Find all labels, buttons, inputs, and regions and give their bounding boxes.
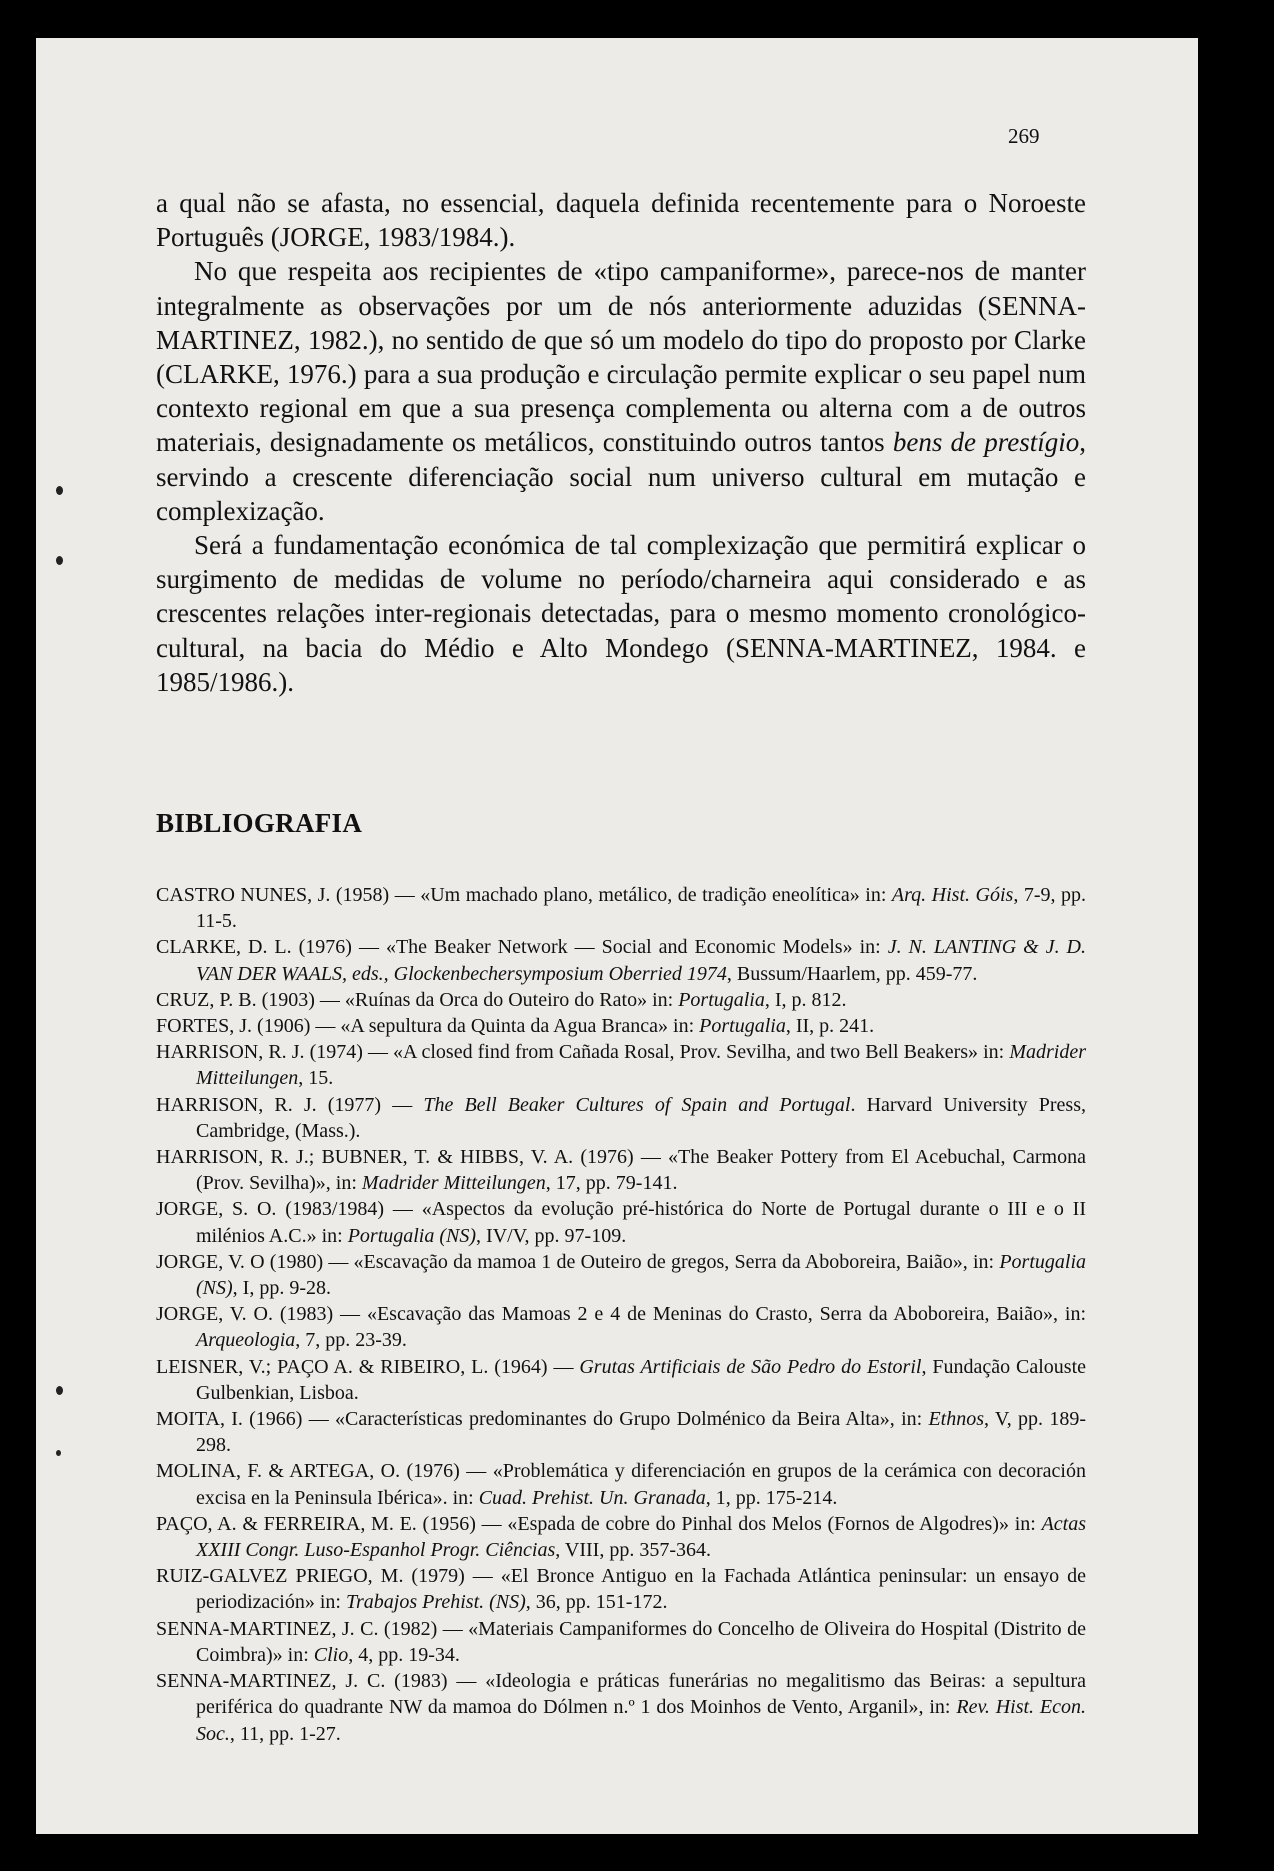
bibliography-entry bbox=[156, 1563, 1086, 1615]
bibliography-entry bbox=[156, 1458, 1086, 1510]
margin-mark bbox=[56, 1450, 61, 1456]
bibliography-entry bbox=[156, 1013, 1086, 1039]
text-run: , 4, pp. 19-34. bbox=[348, 1643, 460, 1666]
text-run: , 15. bbox=[298, 1067, 334, 1090]
text-run: , V, pp. 189-298. bbox=[196, 1408, 1086, 1457]
italic-text: Trabajos Prehist. (NS) bbox=[345, 1591, 526, 1614]
italic-text: Clio bbox=[313, 1643, 349, 1666]
italic-text: Madrider Mitteilungen bbox=[196, 1041, 1086, 1090]
bibliography-entry bbox=[156, 1039, 1086, 1091]
text-run: MOITA, I. (1966) — «Características predominantes do Grupo Dolménico da Beira Alta», in: bbox=[156, 1408, 929, 1431]
body-text bbox=[156, 186, 1086, 699]
bibliography-entry bbox=[156, 1668, 1086, 1747]
italic-text: Madrider Mitteilungen bbox=[361, 1172, 546, 1195]
text-run: LEISNER, V.; PAÇO A. & RIBEIRO, L. (1964) — bbox=[156, 1355, 580, 1378]
bibliography-entry bbox=[156, 1511, 1086, 1563]
text-run: SENNA-MARTINEZ, J. C. (1983) — «Ideologia e práticas funerárias no megalitismo das Beiras: a sepultura periférica do quadrante NW da mamoa do Dólmen n.º 1 dos Moinhos de Vento, Arganil», in: bbox=[156, 1670, 1086, 1719]
text-run: , 36, pp. 151-172. bbox=[525, 1591, 668, 1614]
italic-text: Ethnos bbox=[928, 1408, 985, 1431]
text-run: FORTES, J. (1906) — «A sepultura da Quinta da Agua Branca» in: bbox=[156, 1015, 700, 1038]
italic-text: Arq. Hist. Góis bbox=[891, 884, 1014, 906]
italic-text: bens de prestígio bbox=[892, 427, 1080, 458]
text-run: , I, pp. 9-28. bbox=[232, 1277, 331, 1300]
text-run: , VIII, pp. 357-364. bbox=[555, 1539, 711, 1562]
text-run: a qual não se afasta, no essencial, daquela definida recentemente para o Noroeste Português (JORGE, 1983/1984.). bbox=[156, 188, 1086, 253]
italic-text: Grutas Artificiais de São Pedro do Estoril bbox=[579, 1355, 922, 1378]
text-run: CASTRO NUNES, J. (1958) — «Um machado plano, metálico, de tradição eneolítica» in: bbox=[156, 884, 892, 906]
bibliography-entry bbox=[156, 1196, 1086, 1248]
italic-text: Cuad. Prehist. Un. Granada bbox=[478, 1486, 706, 1509]
bibliography-entry bbox=[156, 934, 1086, 986]
italic-text: Portugalia (NS) bbox=[196, 1250, 1086, 1300]
text-run: Será a fundamentação económica de tal complexização que permitirá explicar o surgimento de medidas de volume no período/charneira aqui considerado e as crescentes relações inter-regionais detectadas, para o mesmo momento cronológico-cultural, na bacia do Médio e Alto Mondego (SENNA-MARTINEZ, 1984. e 1985/1986.). bbox=[156, 530, 1086, 697]
text-run: PAÇO, A. & FERREIRA, M. E. (1956) — «Espada de cobre do Pinhal dos Melos (Fornos de Algodres)» in: bbox=[156, 1512, 1042, 1535]
bibliography-entry bbox=[156, 1144, 1086, 1196]
text-run: HARRISON, R. J. (1974) — «A closed find from Cañada Rosal, Prov. Sevilha, and two Bell Beakers» in: bbox=[156, 1041, 1010, 1064]
bibliography-entry bbox=[156, 882, 1086, 934]
text-run: JORGE, S. O. (1983/1984) — «Aspectos da evolução pré-histórica do Norte de Portugal durante o III e o II milénios A.C.» in: bbox=[156, 1198, 1086, 1247]
text-run: , 7, pp. 23-39. bbox=[295, 1329, 407, 1352]
bibliography-entry bbox=[156, 987, 1086, 1013]
margin-mark bbox=[56, 556, 63, 565]
bibliography-entry bbox=[156, 1354, 1086, 1406]
body-paragraph bbox=[156, 254, 1086, 528]
italic-text: Rev. Hist. Econ. Soc. bbox=[196, 1696, 1086, 1745]
text-run: , servindo a crescente diferenciação social num universo cultural em mutação e complexização. bbox=[156, 427, 1086, 526]
text-run: JORGE, V. O (1980) — «Escavação da mamoa 1 de Outeiro de gregos, Serra da Aboboreira, Baião», in: bbox=[156, 1250, 1000, 1273]
italic-text: J. N. LANTING & J. D. VAN DER WAALS, eds., Glockenbechersymposium Oberried 1974 bbox=[196, 936, 1087, 985]
text-run: , IV/V, pp. 97-109. bbox=[476, 1224, 627, 1247]
italic-text: Arqueologia bbox=[196, 1329, 296, 1352]
italic-text: Portugalia bbox=[699, 1015, 786, 1038]
italic-text: The Bell Beaker Cultures of Spain and Portugal bbox=[423, 1093, 851, 1116]
italic-text: Portugalia (NS) bbox=[347, 1224, 477, 1247]
text-run: CLARKE, D. L. (1976) — «The Beaker Network — Social and Economic Models» in: bbox=[156, 936, 888, 959]
text-run: , Bussum/Haarlem, pp. 459-77. bbox=[726, 962, 978, 985]
text-run: , 17, pp. 79-141. bbox=[545, 1172, 678, 1195]
bibliography-entry bbox=[156, 1301, 1086, 1353]
text-run: , 7-9, pp. 11-5. bbox=[196, 884, 1086, 933]
text-run: SENNA-MARTINEZ, J. C. (1982) — «Materiais Campaniformes do Concelho de Oliveira do Hospital (Distrito de Coimbra)» in: bbox=[156, 1617, 1086, 1666]
text-run: , I, p. 812. bbox=[764, 988, 847, 1011]
page-number: 269 bbox=[1008, 124, 1040, 148]
margin-mark bbox=[56, 486, 63, 495]
document-page bbox=[36, 38, 1198, 1834]
bibliography-list bbox=[156, 882, 1086, 1747]
margin-mark bbox=[56, 1386, 63, 1395]
bibliography-entry bbox=[156, 1616, 1086, 1668]
text-run: HARRISON, R. J.; BUBNER, T. & HIBBS, V. A. (1976) — «The Beaker Pottery from El Acebuchal, Carmona (Prov. Sevilha)», in: bbox=[156, 1146, 1086, 1195]
bibliography-entry bbox=[156, 1092, 1086, 1144]
text-run: No que respeita aos recipientes de «tipo campaniforme», parece-nos de manter integralmente as observações por um de nós anteriormente aduzidas (SENNA-MARTINEZ, 1982.), no sentido de que só um modelo do tipo do proposto por Clarke (CLARKE, 1976.) para a sua produção e circulação permite explicar o seu papel num contexto regional em que a sua presença complementa ou alterna com a de outros materiais, designadamente os metálicos, constituindo outros tantos bbox=[156, 256, 1086, 458]
text-run: , Fundação Calouste Gulbenkian, Lisboa. bbox=[196, 1355, 1087, 1404]
italic-text: Actas XXIII Congr. Luso-Espanhol Progr. Ciências bbox=[196, 1512, 1086, 1562]
text-run: JORGE, V. O. (1983) — «Escavação das Mamoas 2 e 4 de Meninas do Crasto, Serra da Aboboreira, Baião», in: bbox=[156, 1303, 1086, 1326]
text-run: RUIZ-GALVEZ PRIEGO, M. (1979) — «El Bronce Antiguo en la Fachada Atlántica peninsular: un ensayo de periodización» in: bbox=[156, 1565, 1086, 1614]
text-run: , 11, pp. 1-27. bbox=[229, 1722, 341, 1745]
section-heading: BIBLIOGRAFIA bbox=[156, 808, 363, 838]
bibliography-entry bbox=[156, 1406, 1086, 1458]
bibliography-entry bbox=[156, 1249, 1086, 1301]
text-run: MOLINA, F. & ARTEGA, O. (1976) — «Problemática y diferenciación en grupos de la cerámica con decoración excisa en la Peninsula Ibérica». in: bbox=[156, 1460, 1086, 1509]
text-run: , II, p. 241. bbox=[785, 1015, 875, 1038]
text-run: , 1, pp. 175-214. bbox=[705, 1486, 838, 1509]
italic-text: Portugalia bbox=[678, 988, 765, 1011]
text-run: CRUZ, P. B. (1903) — «Ruínas da Orca do Outeiro do Rato» in: bbox=[156, 988, 679, 1011]
body-paragraph bbox=[156, 528, 1086, 699]
body-paragraph bbox=[156, 186, 1086, 254]
text-run: HARRISON, R. J. (1977) — bbox=[156, 1093, 424, 1116]
text-run: . Harvard University Press, Cambridge, (Mass.). bbox=[196, 1093, 1086, 1142]
